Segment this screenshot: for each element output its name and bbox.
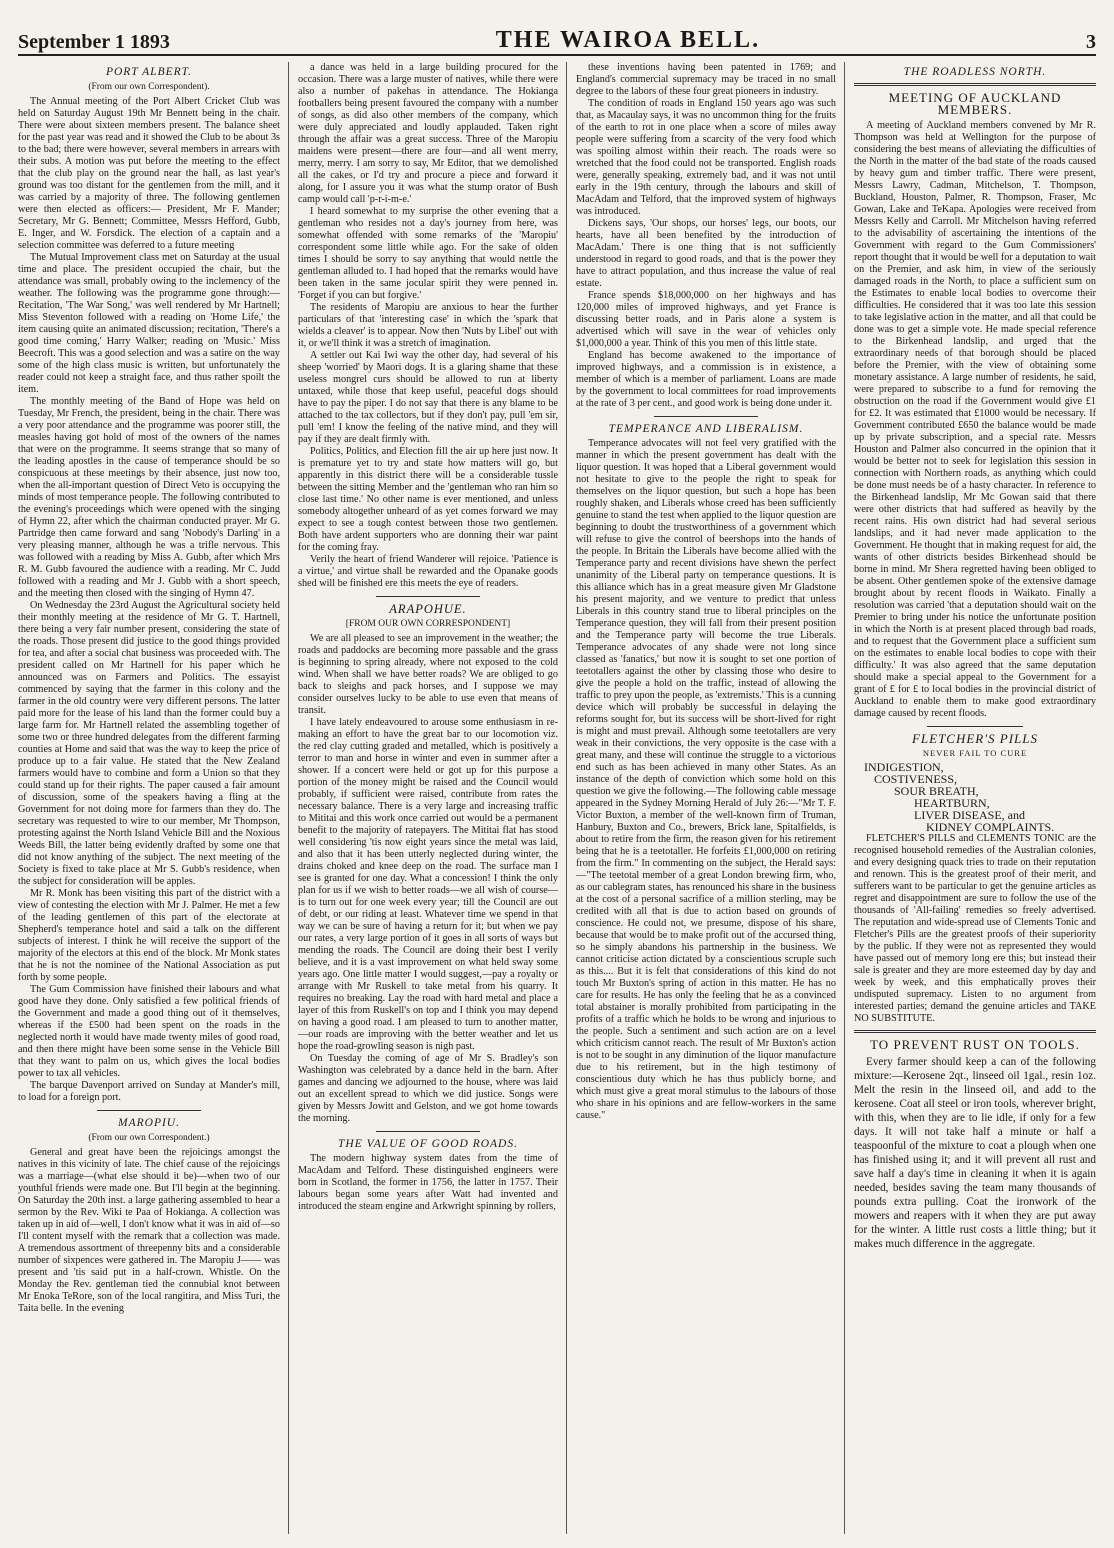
article-subheading: MEETING OF AUCKLAND MEMBERS. — [888, 90, 1062, 117]
paragraph: Mr R. Monk has been visiting this part of the district with a view of contesting the election with Mr J. Palmer. He met a few of the leading gentlemen of this part of the electorate at Shepherd's temperance hotel and said a talk on the different subjects of interest. I think he will receive the support of the majority of the electors at this end of the block. Mr Monk states that he is not the nominee of the National Association as put forth by some people. — [18, 888, 280, 983]
article-byline: [FROM OUR OWN CORRESPONDENT] — [345, 619, 511, 629]
paragraph: Temperance advocates will not feel very gratified with the manner in which the present government has dealt with the liquor question. It was hoped that a Liberal government would not hesitate to give to the people the right to speak for themselves on the liquor question, but such a hope has been roughly shaken, and Liberals whose creed has been sufficiently genuine to stand the test when applied to the liquor question are beginning to doubt the trustworthiness of a government which will refuse to give the control of beershops into the hands of the people. In Britain the Liberals have become allied with the Temperance party and recent divisions have shewn the perfect unanimity of the Liberal party on temperance questions. It is this alliance which has in a great measure given Mr Gladstone his present majority, and we venture to predict that unless Liberals in this country stand true to liberal principles on the Temperance question, they will fall from their present position and the Temperance party will become the true Liberals. Temperance advocates of any shade were not long since classed as 'fanatics,' but now it is sought to set one portion of teetotallers against the other by classing those who desire to give the people a hold on the traffic, instead of allowing the traffic to prey upon the people, as 'extremists.' This is a cunning device which will probably be successful in delaying the reforms sought for, but its success will be short-lived for right is might and must prevail. Although some teetotallers are very weak in their convictions, the very opposite is the case with a great many, and these will continue the struggle to a victorious end such as has been achieved in many other States. As an instance of the depth of conviction which some hold on this question we give the following.—The following cable message appeared in the Sydney Morning Herald of July 26:—"Mr T. F. Victor Buxton, a member of the well-known firm of Truman, Hanbury, Buxton and Co., brewers, Brick lane, Spitalfields, is about to retire from the firm, the reason given for his retirement being that he is a teetotaller. He forfeits £1,000,000 on retiring from the firm." In commenting on the subject, the Herald says:—"The teetotal member of a great London brewing firm, who, as our cablegram states, has renounced his share in the business at the cost of a personal sacrifice of a million sterling, may be credited with all that is due to action based on grounds of conscience. He could not, we presume, dispose of his share, because that would be to make profit out of the accursed thing, so he simply abandons his partnership in the business. We cannot criticise action dictated by a conscientious scruple such as this.... But it is felt that considerations of this kind do not touch Mr Buxton's spring of action in this matter. He has no care for results. He has only the feeling that he as a convinced total abstainer is morally prohibited from participating in the profits of a traffic which he holds to be wrong and injurious to the people. Such a sentiment and such action are on a level which criticism cannot reach. The result of Mr Buxton's action is not to be sought in any diminution of the liquor manufacture due to his retirement, but in the high testimony of conscientious duty which he has thus publicly borne, and which must give a great moral stimulus to the labours of those who share in his opinions and are fellow-workers in the same cause." — [576, 438, 837, 1121]
paragraph: A meeting of Auckland members convened by Mr R. Thompson was held at Wellington for the purpose of considering the best means of alleviating the difficulties of the North in the matter of the bad state of the roads caused by heavy gum and timber traffic. There were present, Messrs Lawry, Cadman, Mitchelson, T. Thompson, Buckland, Houston, Palmer, R. Thompson, Fraser, Mc Gowan, Lake and TeKapa. Apologies were received from Messrs Kelly and Carroll. Mr Mitchelson having referred to the advisability of ascertaining the intentions of the Government with regard to the Gum Commissioners' report thought that it would be well for a deputation to wait on the Premier, and ask him, in view of the seriously damaged roads in the North, to place a sufficient sum on the Estimates to enable local bodies to overcome their difficulties. He considered that it was too late this session to take legislative action in the matter, and all that could be done was to get a simple vote. He made special reference to the Birkenhead landslip, and urged that the extraordinary needs of that borough should be placed before the Premier, with the view of obtaining some monetary assistance. A large number of residents, he said, were prepared to subscribe to a fund for removing the obstruction on the road if the Government would give £1 for £2. It was estimated that £1000 would be necessary. If Government contributed £650 the balance would be made up by private subscription, and a special rate. Messrs Houston and Palmer also concurred in the opinion that it would be better not to seek for legislation this session in connection with Northern roads, as anything which could be done must needs be of a hasty character. In reference to the Birkenhead landslip, Mr Mc Gowan said that there were other districts that had suffered as heavily by the recent rains. His own district had had several serious landslips, and it had never made application to the Government. He thought that in making request for aid, the wants of other districts besides Birkenhead should be borne in mind. Mr Shera regretted having been obliged to be absent. Other gentlemen spoke of the extensive damage brought about by recent floods in Waikato. Finally a resolution was carried 'that a deputation should wait on the Premier to bring under his notice the unfortunate position in which the North is at present placed through bad roads, and to request that the Government place a sufficient sum on the estimates to enable local bodies to cope with their difficulty.' It was also agreed that the same deputation should make a special appeal to the Government for a grant of £ for £ to local bodies in the provincial district of Auckland to enable them to make good extraordinary damage caused by recent floods. — [854, 120, 1096, 719]
paragraph: On Wednesday the 23rd August the Agricultural society held their monthly meeting at the residence of Mr G. T. Hartnell, there being a very fair number present, considering the state of the roads. Those present did justice to the good things provided for tea, and after a social chat business was proceeded with. The president called on Mr Hartnell for his paper which he announced was on Farmers and Politics. The essayist commenced by saying that the farmer in this colony and the farmer in the old country were very different persons. The latter paid more for the lease of his land than the former could buy a large farm for. Mr Hartnell related the assembling together of some two or three hundred delegates from the different farming counties at Home and said that was the way to keep the price of produce up to a fair value. He stated that the New Zealand farmers would have to combine and form a Union so that they could stand up for their rights. The paper caused a fair amount of discussion, some of the speakers having a fling at the Government for not doing more for farmers than they do. The secretary was requested to wire to our member, Mr Thompson, protesting against the North Island Vehicle Bill and the Noxious Weeds Bill, the latter being evidently drafted by some one that did not know anything of the subject. The next meeting of the Society is fixed to take place at Mr S. Gubb's residence, when the subject for consideration will be apples. — [18, 600, 280, 887]
paragraph: a dance was held in a large building procured for the occasion. There was a large muster of natives, while there were also a number of pakehas in attendance. The Hokianga footballers being present favoured the company with a number of songs, as did also other members of the company, which were duly appreciated and loudly applauded. Taken right through the affair was a great success. Three of the Maropiu maidens were present—there are four—and all went merry, merry, merry. I am sorry to say, Mr Editor, that we demolished all the cakes, or I'd try and procure a piece and forward it along, for I assure you it was what the stump orator of Bush camp would call 'p-r-i-m-e.' — [298, 62, 558, 205]
article-heading-maropiu: MAROPIU. — [118, 1117, 180, 1129]
issue-date: September 1 1893 — [18, 31, 170, 53]
article-rust — [854, 1055, 1096, 1251]
paragraph: The condition of roads in England 150 years ago was such that, as Macaulay says, it was no uncommon thing for the fruits of the earth to rot in one place when a score of miles away people were suffering from a scarcity of the very food which was spoiling almost within their reach. The roads were so wretched that the food could not be transported. English roads were, generally speaking, extremely bad, and it was not until early in the 19th century, through the labours and skill of MacAdam and Telford, that the improved system of highways was introduced. — [576, 98, 836, 217]
ad-title: FLETCHER'S PILLS — [911, 731, 1039, 746]
paragraph: The modern highway system dates from the time of MacAdam and Telford. These distinguished engineers were born in Scotland, the former in 1756, the latter in 1757. Their labours began some years after Watt had invented and introduced the steam engine and Arkwright spinning by rollers, — [298, 1153, 558, 1212]
paragraph: England has become awakened to the importance of improved highways, and a commission is in existence, a member of which is a member of parliament. Loans are made by the government to local committees for road improvements at the rate of 3 per cent., and good work is being done under it. — [576, 350, 836, 409]
section-divider — [376, 1131, 480, 1132]
section-divider — [376, 596, 480, 597]
section-divider — [97, 1110, 202, 1111]
newspaper-title: THE WAIROA BELL. — [495, 27, 761, 53]
article-heading-temperance: TEMPERANCE AND LIBERALISM. — [608, 423, 804, 435]
paragraph: these inventions having been patented in 1769; and England's commercial supremacy may be traced in no small degree to the labors of these four great pioneers in industry. — [576, 62, 836, 97]
article-heading-arapohue: ARAPOHUE. — [389, 602, 467, 616]
ad-line: KIDNEY COMPLAINTS. — [926, 820, 1055, 834]
article-heading-rust: TO PREVENT RUST ON TOOLS. — [870, 1037, 1080, 1052]
column-4 — [854, 62, 1104, 1534]
paragraph: On Tuesday the coming of age of Mr S. Bradley's son Washington was celebrated by a dance held in the barn. After games and dancing we adjourned to the house, where was laid out an excellent spread to which we did justice. Songs were given by Messrs Jowitt and Gelston, and we got home towards the morning. — [298, 1053, 558, 1124]
paragraph: The barque Davenport arrived on Sunday at Mander's mill, to load for a foreign port. — [18, 1080, 280, 1103]
section-divider — [854, 1030, 1096, 1033]
column-2 — [298, 62, 567, 1534]
paragraph: The Mutual Improvement class met on Saturday at the usual time and place. The president occupied the chair, but the attendance was small, probably owing to the inclemency of the weather. The following was the programme gone through:—Recitation, 'The War Song,' was well rendered by Mr Hartnell; Miss Steventon followed with a reading on 'Home Life,' the item causing quite an animated discussion; recitation, 'There's a good time coming,' Harry Walker; reading on 'Music.' Miss Beecroft. This was a good selection and was a satire on the way some of the high class music is written, but unfortunately the reader could not keep a straight face, and thus rather spoilt the item. — [18, 252, 280, 395]
article-byline: (From our own Correspondent). — [88, 82, 210, 92]
ad-line: INDIGESTION, — [864, 760, 944, 774]
column-3 — [576, 62, 845, 1534]
ad-line: SOUR BREATH, — [894, 784, 979, 798]
paragraph: The monthly meeting of the Band of Hope was held on Tuesday, Mr French, the president, being in the chair. There was a very poor attendance and the programme was poorer still, the measles having got hold of most of the owners of the names that were on the programme. It seems strange that so many of the leading apostles in the cause of temperance should be so conspicuous at these meetings by their absence, just now too, when the all-important question of Direct Veto is occupying the minds of most temperance people. The following contributed to the evening's proceedings which were opened with the singing of Hymn 22, after which the chairman conducted prayer. Mr G. Partridge then came forward and sang 'Nobody's Darling' in a very pleasing manner, although he was a trifle nervous. This was followed with a reading by Miss A. Gubb, after which Mrs R. M. Gubb favoured the audience with a reading. Mr C. Judd followed with a reading and Mr J. Gubb with a short speech, and the meeting then closed with the singing of Hymn 47. — [18, 396, 280, 599]
section-divider — [654, 416, 758, 417]
article-heading-port-albert: PORT ALBERT. — [105, 66, 193, 78]
paragraph: Every farmer should keep a can of the following mixture:—Kerosene 2qt., linseed oil 1gal., resin 1oz. Melt the resin in the linseed oil, and add to the kerosene. Coat all steel or iron tools, wherever bright, with this, when they are to lie idle, if only for a few days. It will not take half a minute or half a teaspoonful of the mixture to coat a plough when one has finished using it; and it will prevent all rust and save half a day's time in cleaning it when it is again needed, besides saving the team many thousands of pounds extra pulling. Coat the ironwork of the mowers and reapers with it when they are put away for the winter. A little rust costs a little thing; but it makes much difference in the aggregate. — [854, 1056, 1096, 1250]
paragraph: Verily the heart of friend Wanderer will rejoice. 'Patience is a virtue,' and virtue shall be rewarded and the Opanake goods shed will be finished ere this meets the eye of readers. — [298, 554, 558, 589]
article-heading-roadless-north: THE ROADLESS NORTH. — [903, 66, 1047, 78]
paragraph: I have lately endeavoured to arouse some enthusiasm in re-making an effort to have the great bar to our locomotion viz. the red clay cutting graded and metalled, which is positively a terror to man and horse in winter and even in summer after a shower. If a concert were held or got up for this purpose a portion of the money might be raised and the Council would probably, if sufficient were raised, contribute from rates the necessary balance. There is a very large and increasing traffic to Mititai and this work once carried out would be a permanent benefit to the majority of ratepayers. The Mititai flat has stood well considering 'tis now eight years since the metal was laid, and also that it has been utterly neglected during winter, the drains choked and knee deep on the road. The surface man I see is granted for one day. What a concession! I think the only plan for us if we wish to better roads—we all wish of course—is to turn out for one week every year; till the Council are out of debt, or our riding at least. Whatever time we spend in that way we can be sure of having a return for it; but when we pay our rates, a very large portion of it goes in all sorts of ways but mending the roads. The Council are doing their best I verily believe, and it is a vast improvement on what held sway some years ago. One little matter I would suggest,—pay a royalty or arrange with Mr Ruskell to take metal from his quarry. It requires no breaking. Lay the road with hard metal and place a layer of this from Ruskell's on top and I think you may depend on having a good road. I am pleased to turn to another matter,—our roads are improving with the better weather and let us hope the road-growling season is nigh past. — [298, 717, 558, 1052]
ad-body: FLETCHER'S PILLS and CLEMENTS TONIC are the recognised household remedies of the Australian colonies, and every designing quack tries to trade on their reputation and renown. This is the greatest proof of their merit, and sufferers want to be particular to get the genuine articles as regret and disappointment are sure to follow the use of the thousands of 'All-failing' remedies so freely advertised. The reputation and wide-spread use of Clements Tonic and Fletcher's Pills are the greatest proofs of their superiority by the public. If they were not as represented they would have passed out of memory long ere this; but instead their sale is greater and they are more esteemed day by day and week by week, and this emphatically proves their undisputed supremacy. Listen to no argument from interested parties; demand the genuine articles and TAKE NO SUBSTITUTE. — [854, 833, 1096, 1024]
page-number: 3 — [1086, 31, 1096, 53]
paragraph: General and great have been the rejoicings amongst the natives in this vicinity of late. The chief cause of the rejoicings was a marriage—(what else should it be)—when two of our youthful friends were made one. But I'll begin at the beginning. On Saturday the 20th inst. a large gathering assembled to hear a sermon by the Rev. Wiki te Paa of Hokianga. A collection was taken up in aid of—well, I don't know what it was in aid of—so I'll content myself with the remark that a collection was made. A tremendous assortment of threepenny bits and a considerable number of sixpences were gathered in. The Maropiu J—— was present and 'tis said put in a half-crown. Whistle. On the Monday the Rev. gentleman tied the connubial knot between Mr Enoka TeRore, son of the local rangitira, and Miss Turi, the Taita belle. In the evening — [18, 1147, 280, 1314]
advertisement-fletchers-pills — [854, 733, 1096, 833]
column-1 — [18, 62, 289, 1534]
ad-line: HEARTBURN, — [914, 796, 990, 810]
paragraph: France spends $18,000,000 on her highways and has 120,000 miles of improved highways, and yet France is discussing better roads, and in Paris alone a system is advertised which will save in the wear of vehicles only $1,000,000 a year. Think of this you men of this little state. — [576, 290, 836, 349]
ad-line: COSTIVENESS, — [874, 772, 958, 786]
paragraph: The Annual meeting of the Port Albert Cricket Club was held on Saturday August 19th Mr Bennett being in the chair. There were about sixteen members present. The balance sheet for the past year was read and it showed the Club to be about 3s to the bad; there were however, several members in arrears with their subs. A motion was put before the meeting to the effect that the club play on the ground near the hall, as last year's ground was too distant for the gentlemen from the mill, and it was carried by a majority of three. The following gentlemen were then elected as officers:— President, Mr F. Mander; Secretary, Mr G. Bennett; Committee, Messrs Hefford, Gubb, E. Inger, and W. Forsdick. The election of a captain and a selection committee was deferred to a future meeting — [18, 96, 280, 251]
paragraph: Politics, Politics, and Election fill the air up here just now. It is premature yet to try and state how matters will go, but apparently in this district there will be a considerable tussle between the sitting Member and the 'gentleman who ran him so close last time.' No other name is ever mentioned, and unless somebody altogether unheard of as yet comes forward we may expect to see a tough contest between those two gentlemen. Both have ardent supporters who are donning their war paint for the coming fray. — [298, 446, 558, 553]
ad-line: LIVER DISEASE, and — [914, 808, 1025, 822]
section-divider — [854, 83, 1096, 86]
paragraph: The residents of Maropiu are anxious to hear the further particulars of that 'interesting case' in which the 'spark that wields a cleaver' is to appear. Now then 'Nuts by Libel' out with it, or we'll think it was a stretch of imagination. — [298, 302, 558, 349]
section-divider — [927, 726, 1024, 727]
article-heading-good-roads: THE VALUE OF GOOD ROADS. — [338, 1138, 518, 1150]
paragraph: The Gum Commission have finished their labours and what good have they done. Only satisfied a few political friends of the Government and made a good thing out of it themselves, whereas if the £500 had been spent on the roads in the neglected north it would have made twenty miles of good road, and then there might have been some sense in the Vehicle Bill that they want to palm on us, which gives the local bodies power to tax all vehicles. — [18, 984, 280, 1079]
article-byline: (From our own Correspondent.) — [88, 1133, 210, 1143]
paragraph: A settler out Kai Iwi way the other day, had several of his sheep 'worried' by Maori dogs. It is a glaring shame that these useless mongrel curs should be allowed to run at liberty untaxed, while those that keep useful, peaceful dogs should have to pay the piper. I do not say that there is any blame to be attached to the tax collectors, but if they don't pay, pull 'em sir, pull 'em! I know the feeling of the native mind, and they will pay if they are dealt firmly with. — [298, 350, 558, 445]
ad-subtitle: NEVER FAIL TO CURE — [922, 748, 1028, 758]
masthead — [18, 20, 1096, 56]
paragraph: I heard somewhat to my surprise the other evening that a gentleman who resides not a day's journey from here, was somewhat offended with some remarks of the 'Maropiu' correspondent some little while ago. For the sake of olden times I should be sorry to say anything that would nettle the gentleman alluded to. I had hoped that the remarks would have been taken in the same jocular spirit they were penned in. 'Forget if you can but forgive.' — [298, 206, 558, 301]
paragraph: Dickens says, 'Our shops, our horses' legs, our boots, our hearts, have all been benefited by the introduction of MacAdam.' There is one thing that is not sufficiently understood in regard to good roads, and that is the power they have to attract population, and thus increase the value of real estate. — [576, 218, 836, 289]
paragraph: We are all pleased to see an improvement in the weather; the roads and paddocks are becoming more passable and the grass is beginning to spring already, where not exposed to the cold wind. When shall we have better roads? We are obliged to go back to sleighs and pack horses, and I suppose we may consider ourselves lucky to be able to use even that means of transit. — [298, 633, 558, 716]
